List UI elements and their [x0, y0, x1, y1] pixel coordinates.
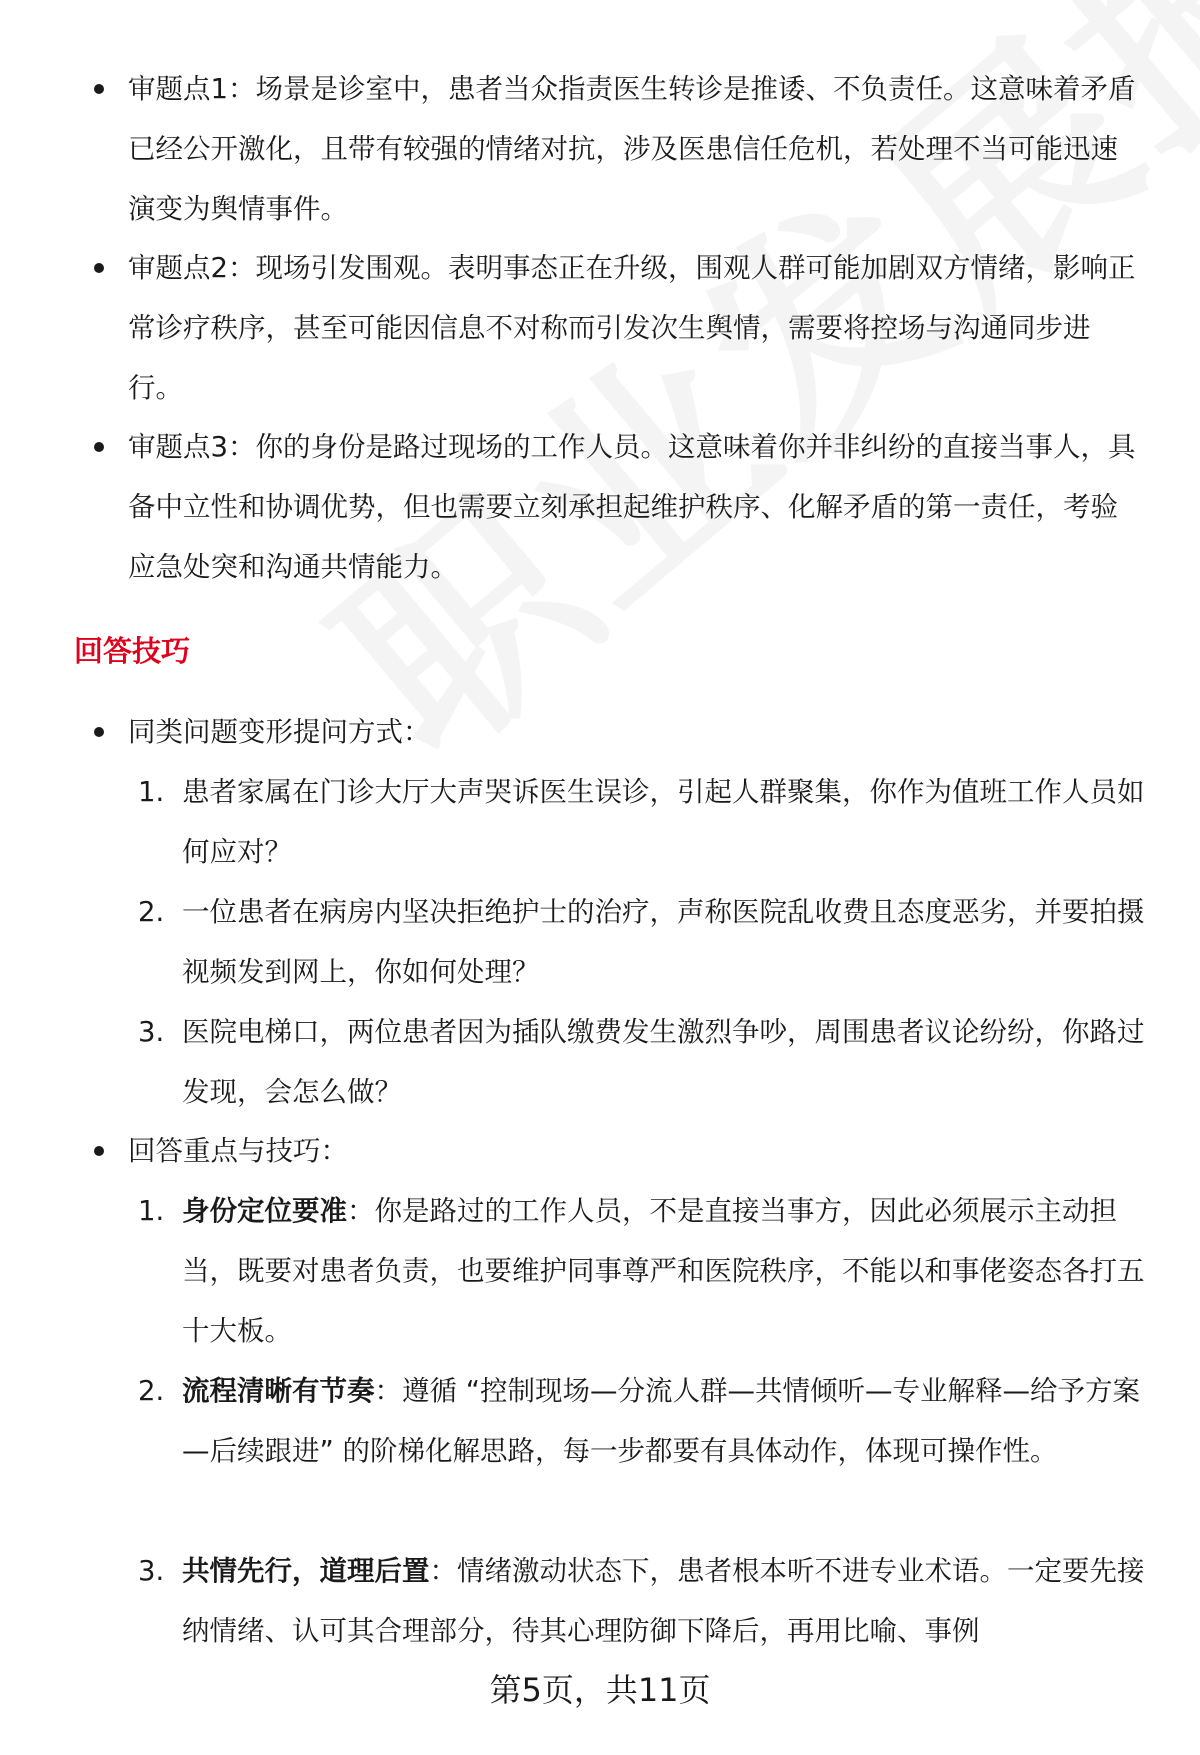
tip-item-2-title: 流程清晰有节奏 — [182, 1375, 375, 1407]
tip-item-1-text: ：你是路过的工作人员，不是直接当事方，因此必须展示主动担当，既要对患者负责，也要维护同事尊严和医院秩序，不能以和事佬姿态各打五十大板。 — [182, 1195, 1145, 1347]
tips-heading: 回答重点与技巧： — [128, 1135, 348, 1167]
tip-item-3 — [182, 1541, 1147, 1661]
page-number: 第5页，共11页 — [489, 1671, 711, 1709]
analysis-point-2: 审题点2：现场引发围观。表明事态正在升级，围观人群可能加剧双方情绪，影响正常诊疗秩序，甚至可能因信息不对称而引发次生舆情，需要将控场与沟通同步进行。 — [128, 252, 1136, 404]
list-number: 3. — [138, 1555, 165, 1587]
bullet-icon — [94, 442, 104, 452]
variant-item-1: 患者家属在门诊大厅大声哭诉医生误诊，引起人群聚集，你作为值班工作人员如何应对？ — [182, 776, 1145, 868]
tip-item-1 — [182, 1181, 1147, 1361]
tip-item-2-text: ：遵循 “控制现场—分流人群—共情倾听—专业解释—给予方案—后续跟进” 的阶梯化解思路，每一步都要有具体动作，体现可操作性。 — [182, 1375, 1140, 1467]
tip-item-1-title: 身份定位要准 — [182, 1195, 347, 1227]
list-number: 2. — [138, 896, 165, 928]
tip-item-2 — [182, 1361, 1147, 1481]
bullet-icon — [94, 1146, 104, 1156]
list-number: 1. — [138, 776, 165, 808]
tip-item-3-title: 共情先行，道理后置 — [182, 1555, 430, 1587]
bullet-icon — [94, 263, 104, 273]
list-number: 1. — [138, 1195, 165, 1227]
analysis-point-3: 审题点3：你的身份是路过现场的工作人员。这意味着你并非纠纷的直接当事人，具备中立性和协调优势，但也需要立刻承担起维护秩序、化解矛盾的第一责任，考验应急处突和沟通共情能力。 — [128, 431, 1136, 583]
bullet-icon — [94, 727, 104, 737]
bullet-icon — [94, 84, 104, 94]
section-title: 回答技巧 — [74, 634, 191, 668]
variant-item-2: 一位患者在病房内坚决拒绝护士的治疗，声称医院乱收费且态度恶劣，并要拍摄视频发到网上，你如何处理？ — [182, 896, 1145, 988]
variants-heading: 同类问题变形提问方式： — [128, 716, 431, 748]
variant-item-3: 医院电梯口，两位患者因为插队缴费发生激烈争吵，周围患者议论纷纷，你路过发现，会怎么做？ — [182, 1016, 1145, 1108]
list-number: 3. — [138, 1016, 165, 1048]
list-number: 2. — [138, 1375, 165, 1407]
tip-item-3-text: ：情绪激动状态下，患者根本听不进专业术语。一定要先接纳情绪、认可其合理部分，待其心理防御下降后，再用比喻、事例 — [182, 1555, 1145, 1647]
analysis-point-1: 审题点1：场景是诊室中，患者当众指责医生转诊是推诿、不负责任。这意味着矛盾已经公开激化，且带有较强的情绪对抗，涉及医患信任危机，若处理不当可能迅速演变为舆情事件。 — [128, 73, 1136, 225]
